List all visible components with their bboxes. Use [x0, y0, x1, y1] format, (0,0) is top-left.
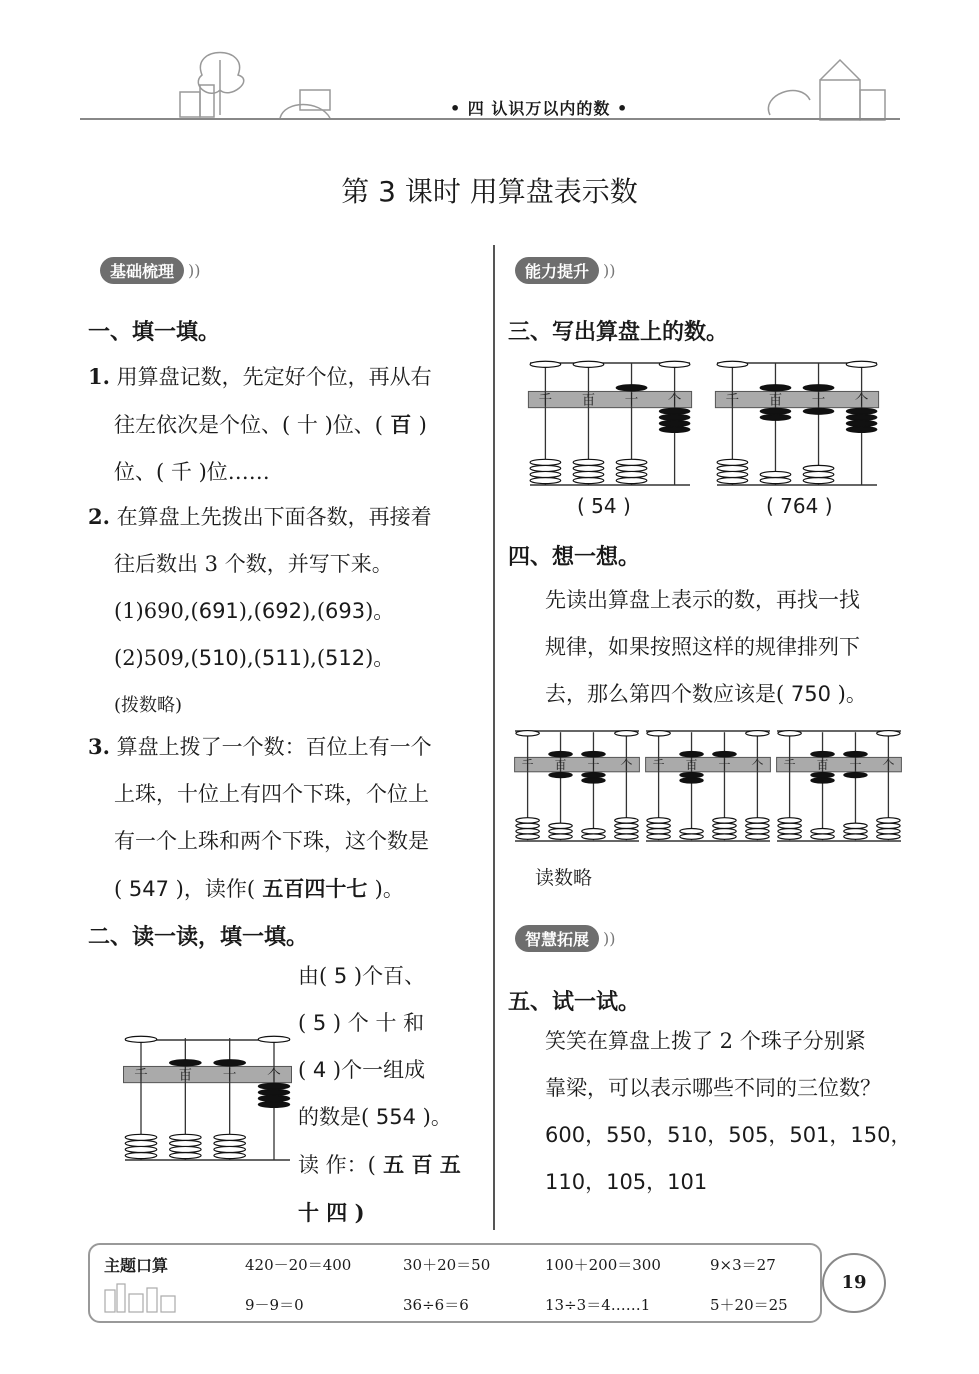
abacus-lower-bead-active: [258, 1101, 290, 1107]
abacus-lower-bead-rest: [615, 829, 638, 834]
abacus-lower-bead-rest: [803, 471, 834, 477]
abacus-54-caption: ( 54 ): [577, 494, 631, 518]
abacus-upper-bead: [258, 1036, 290, 1042]
city-skyline-icon: [95, 1278, 190, 1313]
q3-number: 3.: [88, 734, 110, 759]
abacus-place-label: 十: [222, 1067, 237, 1084]
s5-answers-1: 600，550，510，505，501，150，: [545, 1123, 912, 1147]
q1-answer-2: 百: [382, 412, 419, 437]
abacus-lower-bead-rest: [170, 1140, 202, 1146]
abacus-lower-bead-rest: [516, 829, 539, 834]
abacus-upper-bead: [846, 361, 877, 367]
abacus-lower-bead-active: [659, 426, 690, 432]
abacus-lower-bead-active: [811, 778, 834, 783]
q3-answer-reading: 五百四十七: [255, 876, 375, 901]
s4-note: 读数略: [535, 867, 593, 889]
abacus-lower-bead-rest: [125, 1153, 157, 1159]
s2-line6: 十 四 ): [298, 1200, 365, 1225]
abacus-lower-bead-rest: [647, 834, 670, 839]
abacus-lower-bead-rest: [746, 834, 769, 839]
abacus-upper-bead: [713, 751, 736, 756]
column-divider: [493, 245, 495, 1230]
abacus-lower-bead-rest: [680, 829, 703, 834]
section-5-text: [545, 1018, 915, 1206]
section-2-heading: 二、读一读，填一填。: [88, 925, 309, 950]
abacus-lower-bead-rest: [803, 478, 834, 484]
s2-answer-reading: 五 百 五: [375, 1152, 461, 1177]
s2-line1a: 由(: [298, 964, 328, 988]
abacus-place-label: 百: [554, 757, 567, 772]
abacus-upper-bead: [214, 1060, 246, 1066]
abacus-lower-bead-rest: [170, 1134, 202, 1140]
section-3-heading: 三、写出算盘上的数。: [508, 320, 729, 345]
abacus-lower-bead-active: [803, 408, 834, 414]
abacus-lower-bead-active: [680, 772, 703, 777]
abacus-lower-bead-active: [659, 420, 690, 426]
abacus-place-label: 个: [854, 392, 869, 409]
abacus-lower-bead-rest: [125, 1134, 157, 1140]
q1-number: 1.: [88, 364, 110, 389]
abacus-place-label: 千: [538, 392, 553, 409]
abacus-place-label: 十: [811, 392, 826, 409]
badge-basic: [100, 252, 201, 288]
q2-line2: 往后数出 3 个数，并写下来。: [114, 552, 393, 576]
badge-ability-label: 能力提升: [515, 257, 599, 284]
q2-row1-a: 691: [198, 599, 239, 623]
q2-row2-b: 511: [261, 646, 302, 670]
chapter-heading: • 四 认识万以内的数 •: [450, 99, 629, 118]
abacus-lower-bead-rest: [573, 478, 604, 484]
abacus-lower-bead-rest: [530, 471, 561, 477]
q1-line2b: )位、(: [324, 413, 383, 437]
abacus-lower-bead-rest: [616, 471, 647, 477]
section-5-heading: 五、试一试。: [508, 990, 641, 1015]
abacus-lower-bead-active: [680, 778, 703, 783]
abacus-place-label: 千: [652, 757, 665, 772]
abacus-place-label: 十: [587, 757, 600, 772]
q3: [88, 723, 488, 913]
abacus-place-label: 十: [718, 757, 731, 772]
abacus-upper-bead: [659, 361, 690, 367]
wave-icon: )): [603, 260, 616, 280]
abacus-764: [712, 355, 882, 490]
abacus-lower-bead-active: [659, 408, 690, 414]
badge-wisdom-label: 智慧拓展: [515, 925, 599, 952]
calc-5: 9－9＝0: [245, 1296, 304, 1314]
abacus-place-label: 个: [267, 1067, 281, 1084]
s5-line1: 笑笑在算盘上拨了 2 个珠子分别紧: [545, 1029, 866, 1053]
abacus-upper-bead: [803, 385, 834, 391]
abacus-lower-bead-rest: [530, 459, 561, 465]
q2-line1: 在算盘上先拨出下面各数，再接着: [116, 505, 432, 529]
s2-line2a: (: [298, 1011, 307, 1035]
abacus-pattern-3: [774, 725, 904, 845]
abacus-upper-bead: [746, 731, 769, 736]
abacus-place-label: 百: [768, 392, 783, 409]
s4-line3b: )。: [837, 682, 867, 706]
abacus-lower-bead-rest: [713, 829, 736, 834]
abacus-lower-bead-rest: [877, 834, 900, 839]
abacus-lower-bead-rest: [713, 818, 736, 823]
abacus-lower-bead-active: [846, 420, 877, 426]
abacus-lower-bead-rest: [717, 471, 748, 477]
abacus-place-label: 十: [624, 392, 639, 409]
abacus-lower-bead-rest: [713, 823, 736, 828]
s2-answer-hundreds: 5: [327, 964, 354, 988]
page-number: 19: [822, 1253, 886, 1313]
abacus-lower-bead-rest: [214, 1153, 246, 1159]
abacus-lower-bead-rest: [778, 818, 801, 823]
abacus-place-label: 千: [783, 757, 796, 772]
abacus-upper-bead: [844, 751, 867, 756]
q3-answer-number: 547: [122, 877, 176, 901]
abacus-lower-bead-rest: [746, 818, 769, 823]
q1-answer-1: 十: [290, 413, 325, 437]
q2-row2: (2)509,(510),(511),(512)。: [114, 646, 395, 670]
q3-line4b: )，读作(: [175, 877, 256, 901]
calc-7: 13÷3＝4……1: [545, 1296, 651, 1314]
badge-basic-label: 基础梳理: [100, 257, 184, 284]
abacus-lower-bead-rest: [746, 823, 769, 828]
s4-line1: 先读出算盘上表示的数，再找一找: [545, 588, 860, 612]
section-4-text: [545, 577, 905, 718]
wave-icon: )): [188, 260, 201, 280]
abacus-lower-bead-rest: [170, 1146, 202, 1152]
badge-wisdom: [515, 920, 616, 956]
abacus-lower-bead-rest: [844, 834, 867, 839]
abacus-lower-bead-rest: [680, 834, 703, 839]
abacus-lower-bead-rest: [530, 465, 561, 471]
abacus-lower-bead-active: [846, 426, 877, 432]
abacus-lower-bead-active: [846, 408, 877, 414]
abacus-upper-bead: [170, 1060, 202, 1066]
abacus-lower-bead-rest: [616, 478, 647, 484]
abacus-lower-bead-rest: [530, 478, 561, 484]
abacus-lower-bead-active: [582, 772, 605, 777]
abacus-lower-bead-rest: [877, 818, 900, 823]
q1-line3b: )位……: [198, 460, 270, 484]
q2-row1-b: 692: [261, 599, 302, 623]
abacus-54: [525, 355, 695, 490]
abacus-lower-bead-rest: [582, 829, 605, 834]
abacus-lower-bead-rest: [214, 1146, 246, 1152]
mental-math-label: 主题口算: [104, 1256, 169, 1275]
abacus-lower-bead-rest: [877, 823, 900, 828]
q2-row1-c: 693: [325, 599, 366, 623]
s5-answers-2: 110，105，101: [545, 1170, 708, 1194]
abacus-lower-bead-rest: [615, 823, 638, 828]
abacus-lower-bead-rest: [214, 1140, 246, 1146]
abacus-lower-bead-rest: [717, 459, 748, 465]
q2-row2-prefix: (2)509,(: [114, 646, 199, 670]
q3-line2: 上珠，十位上有四个下珠，个位上: [114, 782, 429, 806]
q3-line4a: (: [114, 877, 123, 901]
q1-line2c: ): [418, 413, 427, 437]
q1: [88, 353, 488, 496]
s2-line3a: (: [298, 1058, 307, 1082]
abacus-lower-bead-rest: [717, 478, 748, 484]
abacus-lower-bead-active: [760, 408, 791, 414]
abacus-upper-bead: [717, 361, 748, 367]
abacus-place-label: 百: [581, 392, 596, 409]
abacus-lower-bead-rest: [516, 818, 539, 823]
abacus-lower-bead-rest: [582, 834, 605, 839]
s2-line3b: )个一组成: [332, 1058, 426, 1082]
q2-row2-c: 512: [325, 646, 366, 670]
abacus-lower-bead-rest: [516, 823, 539, 828]
abacus-lower-bead-rest: [516, 834, 539, 839]
s5-line2: 靠梁，可以表示哪些不同的三位数？: [545, 1076, 881, 1100]
abacus-764-caption: ( 764 ): [766, 494, 833, 518]
q3-line3: 有一个上珠和两个下珠，这个数是: [114, 829, 429, 853]
abacus-upper-bead: [582, 751, 605, 756]
q1-line3a: 位、(: [114, 460, 165, 484]
abacus-lower-bead-rest: [844, 823, 867, 828]
abacus-lower-bead-rest: [778, 829, 801, 834]
abacus-lower-bead-active: [846, 414, 877, 420]
section-4-heading: 四、想一想。: [508, 545, 641, 570]
abacus-place-label: 个: [751, 757, 764, 772]
abacus-pattern-1: [512, 725, 642, 845]
abacus-lower-bead-rest: [214, 1134, 246, 1140]
abacus-lower-bead-rest: [573, 459, 604, 465]
abacus-lower-bead-rest: [573, 465, 604, 471]
q2: [88, 493, 488, 729]
badge-ability: [515, 252, 616, 288]
abacus-place-label: 千: [521, 757, 534, 772]
q1-line2a: 往左依次是个位、(: [114, 413, 291, 437]
abacus-lower-bead-rest: [616, 465, 647, 471]
abacus-lower-bead-rest: [615, 834, 638, 839]
abacus-upper-bead: [877, 731, 900, 736]
abacus-lower-bead-rest: [616, 459, 647, 465]
abacus-lower-bead-rest: [615, 818, 638, 823]
calc-4: 9×3＝27: [710, 1256, 776, 1274]
abacus-place-label: 千: [725, 392, 740, 409]
abacus-place-label: 百: [685, 757, 698, 772]
abacus-place-label: 十: [849, 757, 862, 772]
abacus-lower-bead-rest: [811, 834, 834, 839]
s4-answer: 750: [784, 682, 838, 706]
abacus-lower-bead-active: [258, 1095, 290, 1101]
calc-2: 30＋20＝50: [403, 1256, 491, 1274]
s2-line4b: )。: [422, 1105, 452, 1129]
q2-note: (拨数略): [114, 695, 183, 716]
abacus-lower-bead-rest: [760, 471, 791, 477]
q1-line1: 用算盘记数，先定好个位，再从右: [116, 365, 432, 389]
abacus-upper-bead: [616, 385, 647, 391]
calc-8: 5＋20＝25: [710, 1296, 788, 1314]
abacus-lower-bead-rest: [170, 1153, 202, 1159]
q2-number: 2.: [88, 504, 110, 529]
s2-line2b: ) 个 十 和: [332, 1011, 425, 1035]
calc-1: 420－20＝400: [245, 1256, 352, 1274]
abacus-lower-bead-active: [760, 414, 791, 420]
section-1-heading: 一、填一填。: [88, 320, 221, 345]
s2-line4a: 的数是(: [298, 1105, 370, 1129]
abacus-lower-bead-rest: [125, 1146, 157, 1152]
abacus-lower-bead-active: [258, 1083, 290, 1089]
abacus-upper-bead: [516, 731, 539, 736]
calc-3: 100＋200＝300: [545, 1256, 661, 1274]
q2-row1-prefix: (1)690,(: [114, 599, 199, 623]
abacus-place-label: 千: [134, 1067, 148, 1084]
s4-line2: 规律，如果按照这样的规律排列下: [545, 635, 860, 659]
abacus-lower-bead-rest: [717, 465, 748, 471]
abacus-lower-bead-rest: [573, 471, 604, 477]
abacus-lower-bead-active: [258, 1089, 290, 1095]
abacus-lower-bead-rest: [549, 834, 572, 839]
q2-row2-a: 510: [198, 646, 239, 670]
abacus-lower-bead-rest: [811, 829, 834, 834]
abacus-lower-bead-rest: [803, 465, 834, 471]
s2-answer-number: 554: [369, 1105, 423, 1129]
s2-line1b: )个百、: [353, 964, 426, 988]
abacus-lower-bead-rest: [713, 834, 736, 839]
s2-answer-ones: 4: [306, 1058, 333, 1082]
calc-6: 36÷6＝6: [403, 1296, 469, 1314]
abacus-upper-bead: [680, 751, 703, 756]
s2-answer-tens: 5: [306, 1011, 333, 1035]
section-2-text: [298, 953, 488, 1237]
abacus-lower-bead-rest: [647, 823, 670, 828]
abacus-place-label: 个: [667, 392, 682, 409]
abacus-lower-bead-active: [659, 414, 690, 420]
abacus-lower-bead-active: [582, 778, 605, 783]
abacus-upper-bead: [573, 361, 604, 367]
q2-row1: (1)690,(691),(692),(693)。: [114, 599, 395, 623]
q1-answer-3: 千: [164, 460, 199, 484]
abacus-lower-bead-rest: [778, 834, 801, 839]
abacus-554: [120, 1030, 295, 1165]
page-title: 第 3 课时 用算盘表示数: [341, 175, 638, 208]
q3-line4c: )。: [374, 877, 404, 901]
abacus-lower-bead-rest: [125, 1140, 157, 1146]
abacus-lower-bead-rest: [844, 829, 867, 834]
abacus-lower-bead-rest: [778, 823, 801, 828]
abacus-place-label: 百: [816, 757, 829, 772]
wave-icon: )): [603, 928, 616, 948]
s4-line3a: 去，那么第四个数应该是(: [545, 682, 785, 706]
abacus-lower-bead-rest: [760, 478, 791, 484]
abacus-upper-bead: [647, 731, 670, 736]
abacus-lower-bead-active: [844, 772, 867, 777]
abacus-upper-bead: [778, 731, 801, 736]
abacus-lower-bead-active: [549, 772, 572, 777]
abacus-lower-bead-active: [811, 772, 834, 777]
abacus-place-label: 个: [620, 757, 633, 772]
abacus-lower-bead-rest: [549, 823, 572, 828]
abacus-pattern-2: [643, 725, 773, 845]
abacus-place-label: 个: [882, 757, 895, 772]
abacus-upper-bead: [530, 361, 561, 367]
q3-line1: 算盘上拨了一个数：百位上有一个: [116, 735, 432, 759]
abacus-lower-bead-rest: [647, 818, 670, 823]
abacus-place-label: 百: [178, 1067, 193, 1084]
abacus-lower-bead-rest: [549, 829, 572, 834]
abacus-lower-bead-rest: [746, 829, 769, 834]
abacus-upper-bead: [811, 751, 834, 756]
s2-line5a: 读 作：(: [298, 1153, 376, 1177]
abacus-upper-bead: [549, 751, 572, 756]
abacus-upper-bead: [125, 1036, 157, 1042]
abacus-upper-bead: [760, 385, 791, 391]
abacus-lower-bead-rest: [647, 829, 670, 834]
abacus-upper-bead: [615, 731, 638, 736]
abacus-lower-bead-rest: [877, 829, 900, 834]
